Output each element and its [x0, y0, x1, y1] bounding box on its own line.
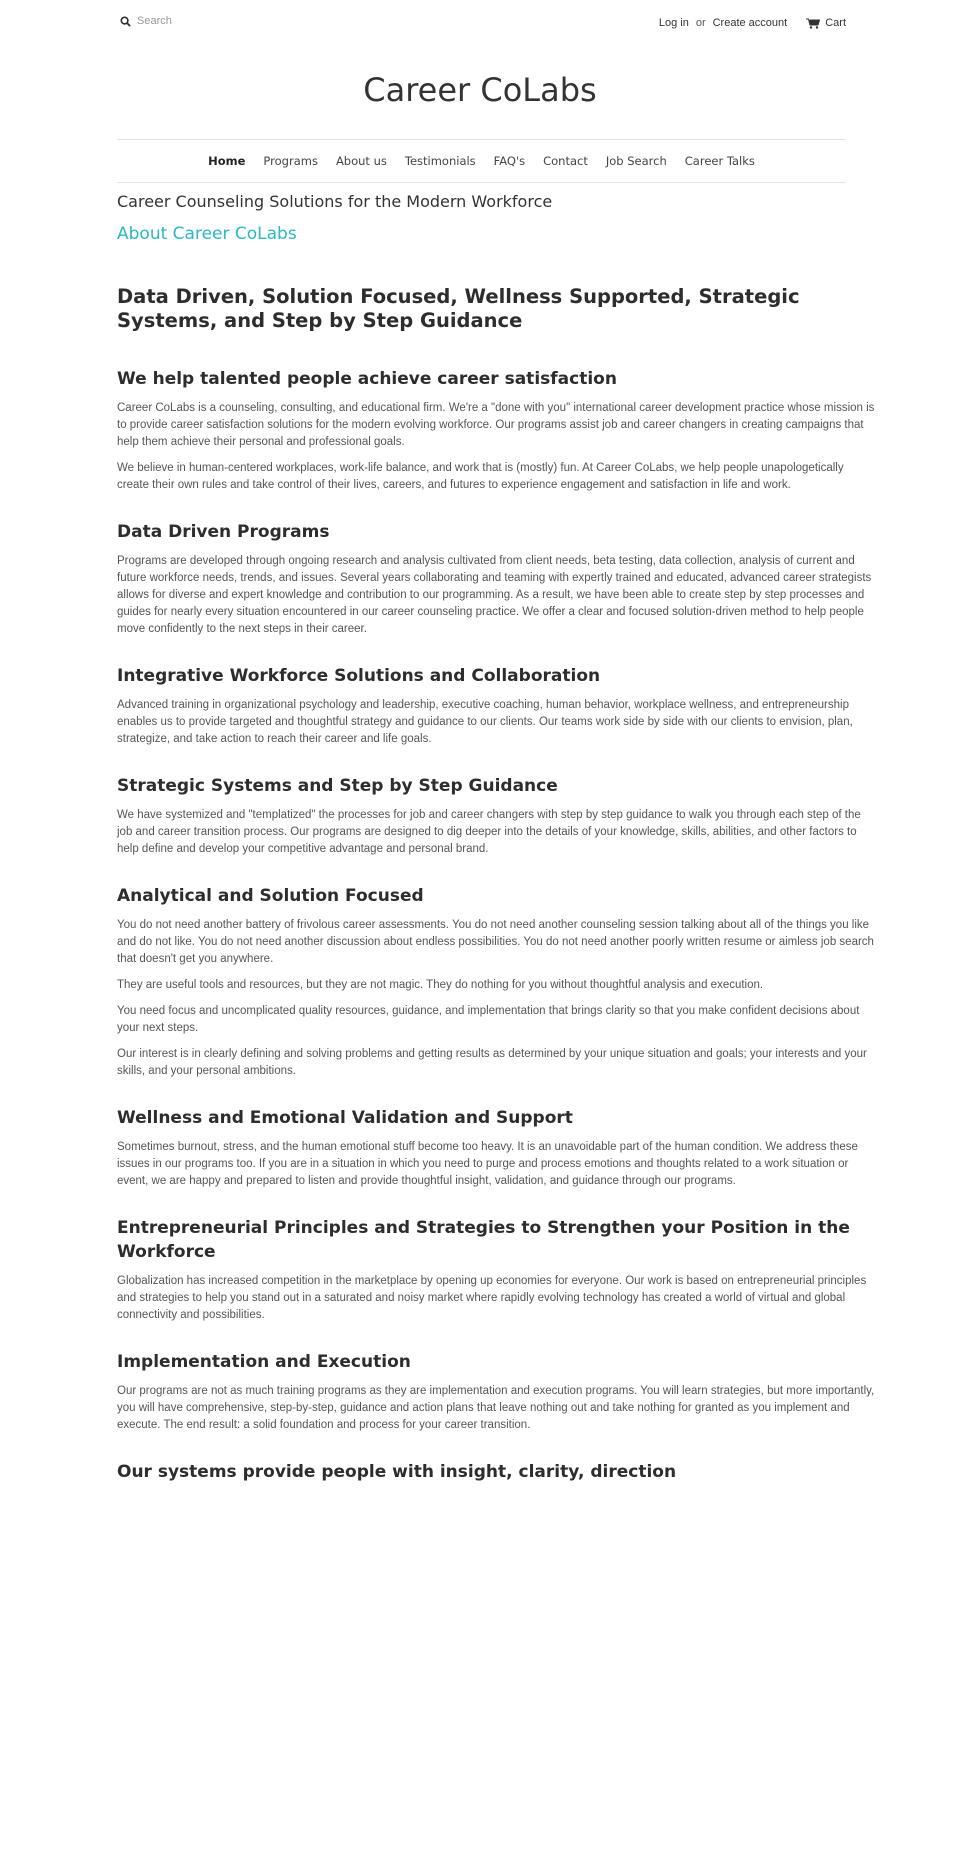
section-heading: Data Driven Programs [117, 522, 330, 542]
content-section [117, 774, 937, 858]
section-paragraph: We believe in human-centered workplaces, work-life balance, and work that is (mostly) fun. At Career CoLabs, we help people unapologetically create their own rules and take control of their lives, careers, and futures to experience engagement and satisfaction in life and work. [117, 462, 844, 491]
section-paragraph: You need focus and uncomplicated quality resources, guidance, and implementation that brings clarity so that you make confident decisions about your next steps. [117, 1005, 860, 1034]
nav-job-search[interactable]: Job Search [605, 154, 667, 168]
nav-contact[interactable]: Contact [543, 154, 588, 168]
section-paragraph: Sometimes burnout, stress, and the human emotional stuff become too heavy. It is an unavoidable part of the human condition. We address these issues in our programs too. If you are in a situation in which you need to purge and process emotions and thoughts related to a work situation or event, we are happy and prepared to listen and provide thoughtful insight, validation, and guidance through our programs. [117, 1141, 858, 1187]
about-heading: About Career CoLabs [117, 224, 297, 244]
nav-programs[interactable]: Programs [263, 154, 318, 168]
tagline: Career Counseling Solutions for the Modern Workforce [117, 192, 553, 211]
nav-faqs[interactable]: FAQ's [493, 154, 526, 168]
nav-about-us[interactable]: About us [335, 154, 387, 168]
section-paragraph: Programs are developed through ongoing research and analysis cultivated from client needs, beta testing, data collection, analysis of current and future workforce needs, trends, and issues. Several years collaborating and teaming with expertly trained and educated, advanced career strategists allows for diverse and expert knowledge and contribution to our programming. As a result, we have been able to create step by step processes and guides for nearly every situation encountered in our career counseling practice. We offer a clear and focused solution-driven method to help people move confidently to the next steps in their career. [117, 555, 872, 635]
section-paragraph: Our programs are not as much training programs as they are implementation and execution programs. You will learn strategies, but more importantly, you will have comprehensive, step-by-step, guidance and action plans that leave nothing out and take nothing for granted as you implement and execute. The end result: a solid foundation and process for your career transition. [117, 1385, 875, 1431]
main-content [117, 190, 937, 1510]
nav-home[interactable]: Home [208, 154, 246, 168]
cart-label: Cart [825, 17, 846, 29]
search-placeholder: Search [137, 15, 172, 27]
section-heading: Analytical and Solution Focused [117, 886, 424, 906]
section-paragraph: Advanced training in organizational psychology and leadership, executive coaching, human behavior, workplace wellness, and entrepreneurship enables us to provide targeted and thoughtful strategy and guidance to our clients. Our teams work side by side with our clients to envision, plan, strategize, and take action to reach their career and life goals. [117, 699, 853, 745]
section-paragraph: We have systemized and "templatized" the processes for job and career changers with step by step guidance to walk you through each step of the job and career transition process. Our programs are designed to dig deeper into the details of your knowledge, skills, abilities, and other factors to help define and develop your competitive advantage and personal brand. [117, 809, 861, 855]
section-paragraph: You do not need another battery of frivolous career assessments. You do not need another counseling session talking about all of the things you like and do not like. You do not need another discussion about endless possibilities. You do not need another poorly written resume or aimless job search that doesn't get you anywhere. [117, 919, 874, 965]
section-heading: We help talented people achieve career satisfaction [117, 369, 617, 389]
content-section [117, 520, 937, 638]
nav-career-talks[interactable]: Career Talks [684, 154, 755, 168]
content-section [117, 664, 937, 748]
section-heading: Wellness and Emotional Validation and Support [117, 1108, 573, 1128]
section-paragraph: Globalization has increased competition in the marketplace by opening up economies for everyone. Our work is based on entrepreneurial principles and strategies to help you stand out in a saturated and noisy market where rapidly evolving technology has created a world of virtual and global connectivity and possibilities. [117, 1275, 867, 1321]
content-section [117, 884, 937, 1080]
site-title[interactable]: Career CoLabs [363, 71, 597, 109]
cart-link[interactable] [806, 17, 846, 29]
section-heading: Entrepreneurial Principles and Strategies to Strengthen your Position in the Workforce [117, 1218, 850, 1262]
section-heading: Implementation and Execution [117, 1352, 411, 1372]
content-section [117, 1460, 937, 1484]
content-section [117, 1350, 937, 1434]
login-link[interactable]: Log in [658, 17, 689, 29]
section-heading: Strategic Systems and Step by Step Guidance [117, 776, 558, 796]
nav-testimonials[interactable]: Testimonials [404, 154, 476, 168]
section-heading: Integrative Workforce Solutions and Collaboration [117, 666, 601, 686]
section-paragraph: Career CoLabs is a counseling, consulting, and educational firm. We're a "done with you" international career development practice whose mission is to provide career satisfaction solutions for the modern evolving workforce. Our programs assist job and career changers in creating campaigns that help them achieve their personal and professional goals. [117, 402, 875, 448]
headline: Data Driven, Solution Focused, Wellness Supported, Strategic Systems, and Step by Step Guidance [117, 285, 800, 332]
content-section [117, 367, 937, 494]
create-account-link[interactable]: Create account [712, 17, 788, 29]
main-nav [117, 139, 846, 183]
or-text: or [695, 17, 706, 29]
search-input[interactable] [120, 15, 172, 27]
content-section [117, 1106, 937, 1190]
content-section [117, 1216, 937, 1324]
top-bar [117, 0, 846, 44]
section-heading: Our systems provide people with insight, clarity, direction [117, 1462, 677, 1482]
search-icon [120, 16, 131, 27]
cart-icon [806, 18, 820, 29]
section-paragraph: They are useful tools and resources, but they are not magic. They do nothing for you without thoughtful analysis and execution. [117, 979, 764, 991]
section-paragraph: Our interest is in clearly defining and solving problems and getting results as determined by your unique situation and goals; your interests and your skills, and your personal ambitions. [117, 1048, 867, 1077]
